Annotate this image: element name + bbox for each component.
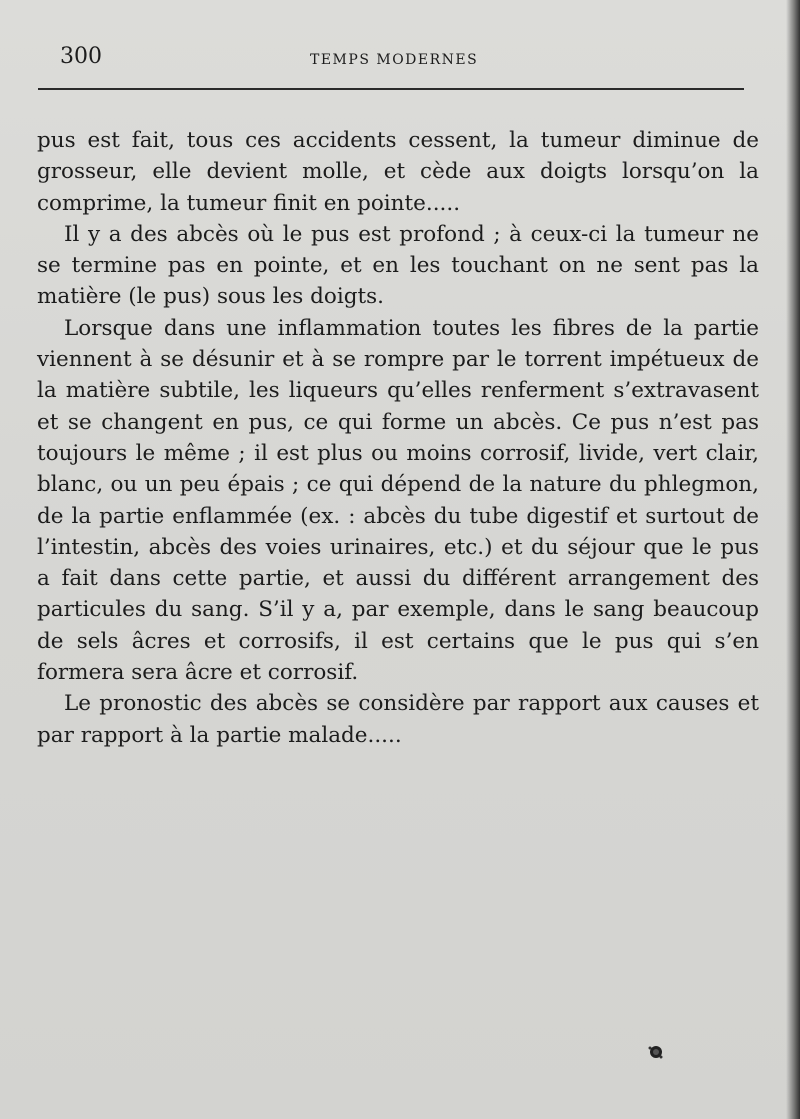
paragraph-4: Le pronostic des abcès se considère par rapport aux causes et par rapport à la partie malade..... [37, 691, 759, 748]
header-rule [38, 88, 744, 90]
page-edge-shadow [786, 0, 800, 1119]
paragraph-1: pus est fait, tous ces accidents cessent, la tumeur diminue de grosseur, elle devient molle, et cède aux doigts lorsqu’on la comprime, la tumeur finit en pointe..... [37, 128, 759, 216]
paragraph-3: Lorsque dans une inflammation toutes les fibres de la partie viennent à se désunir et à se rompre par le torrent impétueux de la matière subtile, les liqueurs qu’elles renferment s’extravasent et se changent en pus, ce qui forme un abcès. Ce pus n’est pas toujours le même ; il est plus ou moins corrosif, livide, vert clair, blanc, ou un peu épais ; ce qui dépend de la nature du phlegmon, de la partie enflammée (ex. : abcès du tube digestif et surtout de l’intestin, abcès des voies urinaires, etc.) et du séjour que le pus a fait dans cette partie, et aussi du différent arrangement des particules du sang. S’il y a, par exemple, dans le sang beaucoup de sels âcres et corrosifs, il est certains que le pus qui s’en formera sera âcre et corrosif. [37, 315, 759, 686]
running-title: TEMPS MODERNES [310, 52, 479, 68]
ink-blot-icon [646, 1042, 666, 1062]
running-head [60, 42, 744, 78]
page-number: 300 [60, 44, 102, 69]
body-text [37, 125, 759, 751]
paragraph-2: Il y a des abcès où le pus est profond ; à ceux-ci la tumeur ne se termine pas en pointe, et en les touchant on ne sent pas la matière (le pus) sous les doigts. [37, 221, 759, 310]
